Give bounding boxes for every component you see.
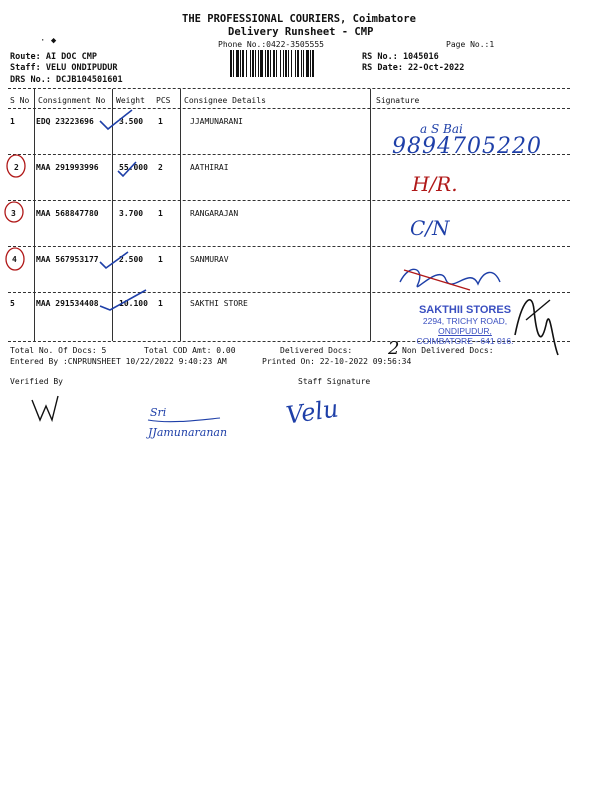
rs-number: RS No.: 1045016 bbox=[362, 52, 439, 62]
row2-consignment: MAA 291993996 bbox=[36, 163, 99, 172]
row3-pcs: 1 bbox=[158, 209, 163, 218]
staff-name-signature: JJamunaranan bbox=[148, 426, 228, 439]
page-number: Page No.:1 bbox=[446, 40, 495, 49]
row2-handwritten-note: H/R. bbox=[412, 172, 458, 196]
verified-by-label: Verified By bbox=[10, 377, 63, 386]
row2-pcs: 2 bbox=[158, 163, 163, 172]
row1-handwritten-note: a S Bai bbox=[420, 122, 463, 136]
phone-number: Phone No.:0422-3505555 bbox=[218, 40, 324, 49]
circle-mark-icon bbox=[5, 202, 23, 222]
row1-sno: 1 bbox=[10, 117, 15, 126]
entered-by: Entered By :CNPRUNSHEET 10/22/2022 9:40:23 AM bbox=[10, 357, 227, 366]
row5-sno: 5 bbox=[10, 299, 15, 308]
company-name: THE PROFESSIONAL COURIERS, Coimbatore bbox=[182, 13, 416, 25]
scribble-mark: · ◆ bbox=[40, 36, 57, 46]
row3-weight: 3.700 bbox=[119, 209, 144, 218]
column-header-signature: Signature bbox=[376, 96, 420, 105]
check-mark-icon bbox=[118, 162, 136, 176]
row4-weight: 2.500 bbox=[119, 255, 144, 264]
column-header-consignment: Consignment No bbox=[38, 96, 106, 105]
velu-signature: Velu bbox=[284, 394, 341, 430]
check-mark-icon bbox=[100, 110, 132, 129]
row3-consignment: MAA 568847780 bbox=[36, 209, 99, 218]
shop-stamp bbox=[400, 304, 530, 346]
rs-date: RS Date: 22-Oct-2022 bbox=[362, 63, 465, 73]
column-header-weight: Weight bbox=[116, 96, 145, 105]
stamp-line4: COIMBATORE - 641 016. bbox=[416, 336, 514, 346]
drs-number: DRS No.: DCJB104501601 bbox=[10, 75, 123, 85]
row3-consignee: RANGARAJAN bbox=[190, 209, 239, 218]
column-header-sno: S No bbox=[10, 96, 30, 105]
stamp-line3: ONDIPUDUR, bbox=[438, 326, 492, 336]
total-cod: Total COD Amt: 0.00 bbox=[144, 346, 236, 355]
check-mark-icon bbox=[100, 290, 146, 310]
column-header-consignee: Consignee Details bbox=[184, 96, 266, 105]
total-docs: Total No. Of Docs: 5 bbox=[10, 346, 107, 355]
verified-by-signature bbox=[32, 396, 58, 420]
row3-sno: 3 bbox=[11, 209, 16, 218]
circle-mark-icon bbox=[6, 248, 24, 270]
row4-strike bbox=[404, 270, 470, 290]
route-label: Route: AI DOC CMP bbox=[10, 52, 97, 62]
document-title: Delivery Runsheet - CMP bbox=[228, 26, 374, 38]
row4-consignee: SANMURAV bbox=[190, 255, 229, 264]
row5-consignee: SAKTHI STORE bbox=[190, 299, 248, 308]
row4-consignment: MAA 567953177 bbox=[36, 255, 99, 264]
delivered-count-handwritten: 2 bbox=[388, 338, 400, 359]
delivered-docs: Delivered Docs: bbox=[280, 346, 353, 355]
row2-sno: 2 bbox=[14, 163, 19, 172]
staff-signature-label: Staff Signature bbox=[298, 377, 371, 386]
circle-mark-icon bbox=[7, 155, 25, 177]
row1-handwritten-phone: 9894705220 bbox=[392, 134, 542, 159]
staff-label: Staff: VELU ONDIPUDUR bbox=[10, 63, 118, 73]
row2-weight: 55.000 bbox=[119, 163, 148, 172]
printed-on: Printed On: 22-10-2022 09:56:34 bbox=[262, 357, 412, 366]
row1-consignee: JJAMUNARANI bbox=[190, 117, 243, 126]
row1-consignment: EDQ 23223696 bbox=[36, 117, 94, 126]
row1-pcs: 1 bbox=[158, 117, 163, 126]
row5-weight: 10.100 bbox=[119, 299, 148, 308]
row3-handwritten-note: C/N bbox=[410, 216, 450, 240]
row4-pcs: 1 bbox=[158, 255, 163, 264]
staff-signature-initial: Sri bbox=[150, 406, 167, 419]
row5-pcs: 1 bbox=[158, 299, 163, 308]
non-delivered-docs: Non Delivered Docs: bbox=[402, 346, 494, 355]
column-header-pcs: PCS bbox=[156, 96, 171, 105]
row1-weight: 3.500 bbox=[119, 117, 144, 126]
stamp-line2: 2294, TRICHY ROAD, bbox=[422, 316, 508, 326]
row2-consignee: AATHIRAI bbox=[190, 163, 229, 172]
check-mark-icon bbox=[100, 252, 128, 268]
stamp-line1: SAKTHII STORES bbox=[418, 304, 512, 316]
row5-consignment: MAA 291534408 bbox=[36, 299, 99, 308]
row4-sno: 4 bbox=[12, 255, 17, 264]
